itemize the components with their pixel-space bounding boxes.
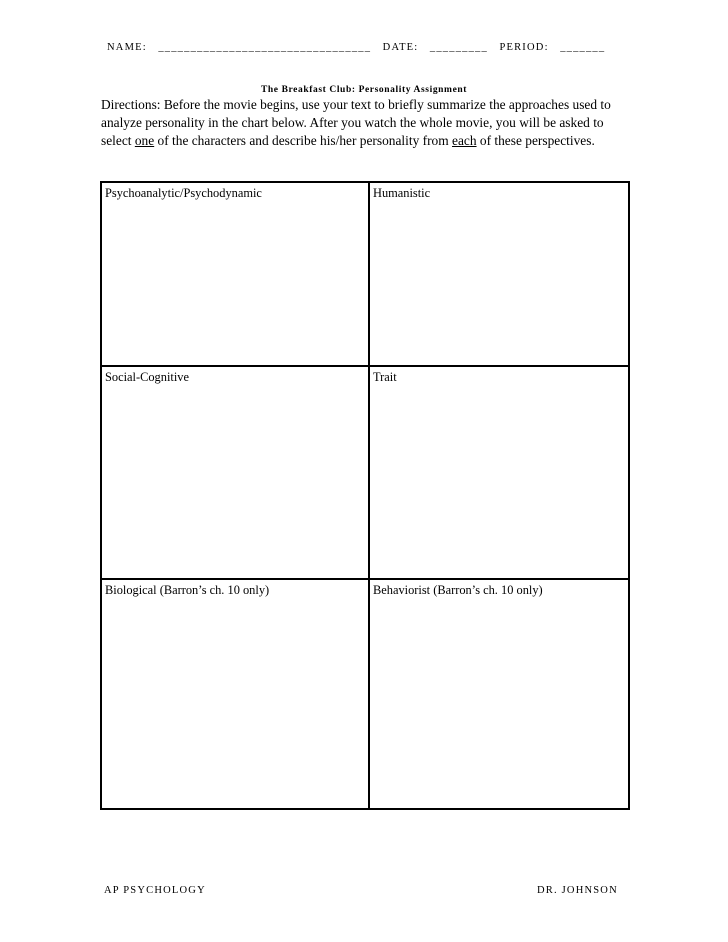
cell-label-psychoanalytic: Psychoanalytic/Psychodynamic: [105, 186, 262, 200]
cell-label-behaviorist: Behaviorist (Barron’s ch. 10 only): [373, 583, 543, 597]
chart-row-divider-1: [102, 365, 628, 367]
name-label: NAME:: [107, 42, 147, 53]
directions-paragraph: [101, 96, 631, 150]
cell-label-social-cognitive: Social-Cognitive: [105, 370, 189, 384]
chart-column-divider: [368, 183, 370, 808]
assignment-title: The Breakfast Club: Personality Assignment: [260, 85, 468, 95]
period-label: PERIOD:: [499, 42, 549, 53]
directions-text-2: of the characters and describe his/her personality from: [154, 133, 453, 148]
chart-row-divider-2: [102, 578, 628, 580]
cell-psychoanalytic[interactable]: [102, 183, 368, 365]
directions-text-3: of these perspectives.: [476, 133, 595, 148]
perspectives-chart: [100, 181, 630, 810]
directions-emphasis-one: one: [134, 133, 155, 148]
student-info-line: [107, 42, 605, 53]
cell-behaviorist[interactable]: [370, 580, 628, 808]
name-field[interactable]: _________________________________: [158, 42, 372, 53]
cell-label-humanistic: Humanistic: [373, 186, 431, 200]
cell-label-biological: Biological (Barron’s ch. 10 only): [105, 583, 270, 597]
period-field[interactable]: _______: [560, 42, 606, 53]
cell-social-cognitive[interactable]: [102, 367, 368, 578]
directions-emphasis-each: each: [452, 133, 477, 148]
cell-trait[interactable]: [370, 367, 628, 578]
date-field[interactable]: _________: [429, 42, 488, 53]
directions-text-1: Directions: Before the movie begins, use your text to briefly summarize the approaches used to analyze personality in the chart below. After you watch the whole movie, you will be asked to select: [101, 97, 611, 148]
cell-humanistic[interactable]: [370, 183, 628, 365]
cell-biological[interactable]: [102, 580, 368, 808]
footer-course: AP PSYCHOLOGY: [104, 885, 206, 896]
cell-label-trait: Trait: [373, 370, 397, 384]
date-label: DATE:: [382, 42, 419, 53]
footer-teacher: DR. JOHNSON: [537, 885, 618, 896]
